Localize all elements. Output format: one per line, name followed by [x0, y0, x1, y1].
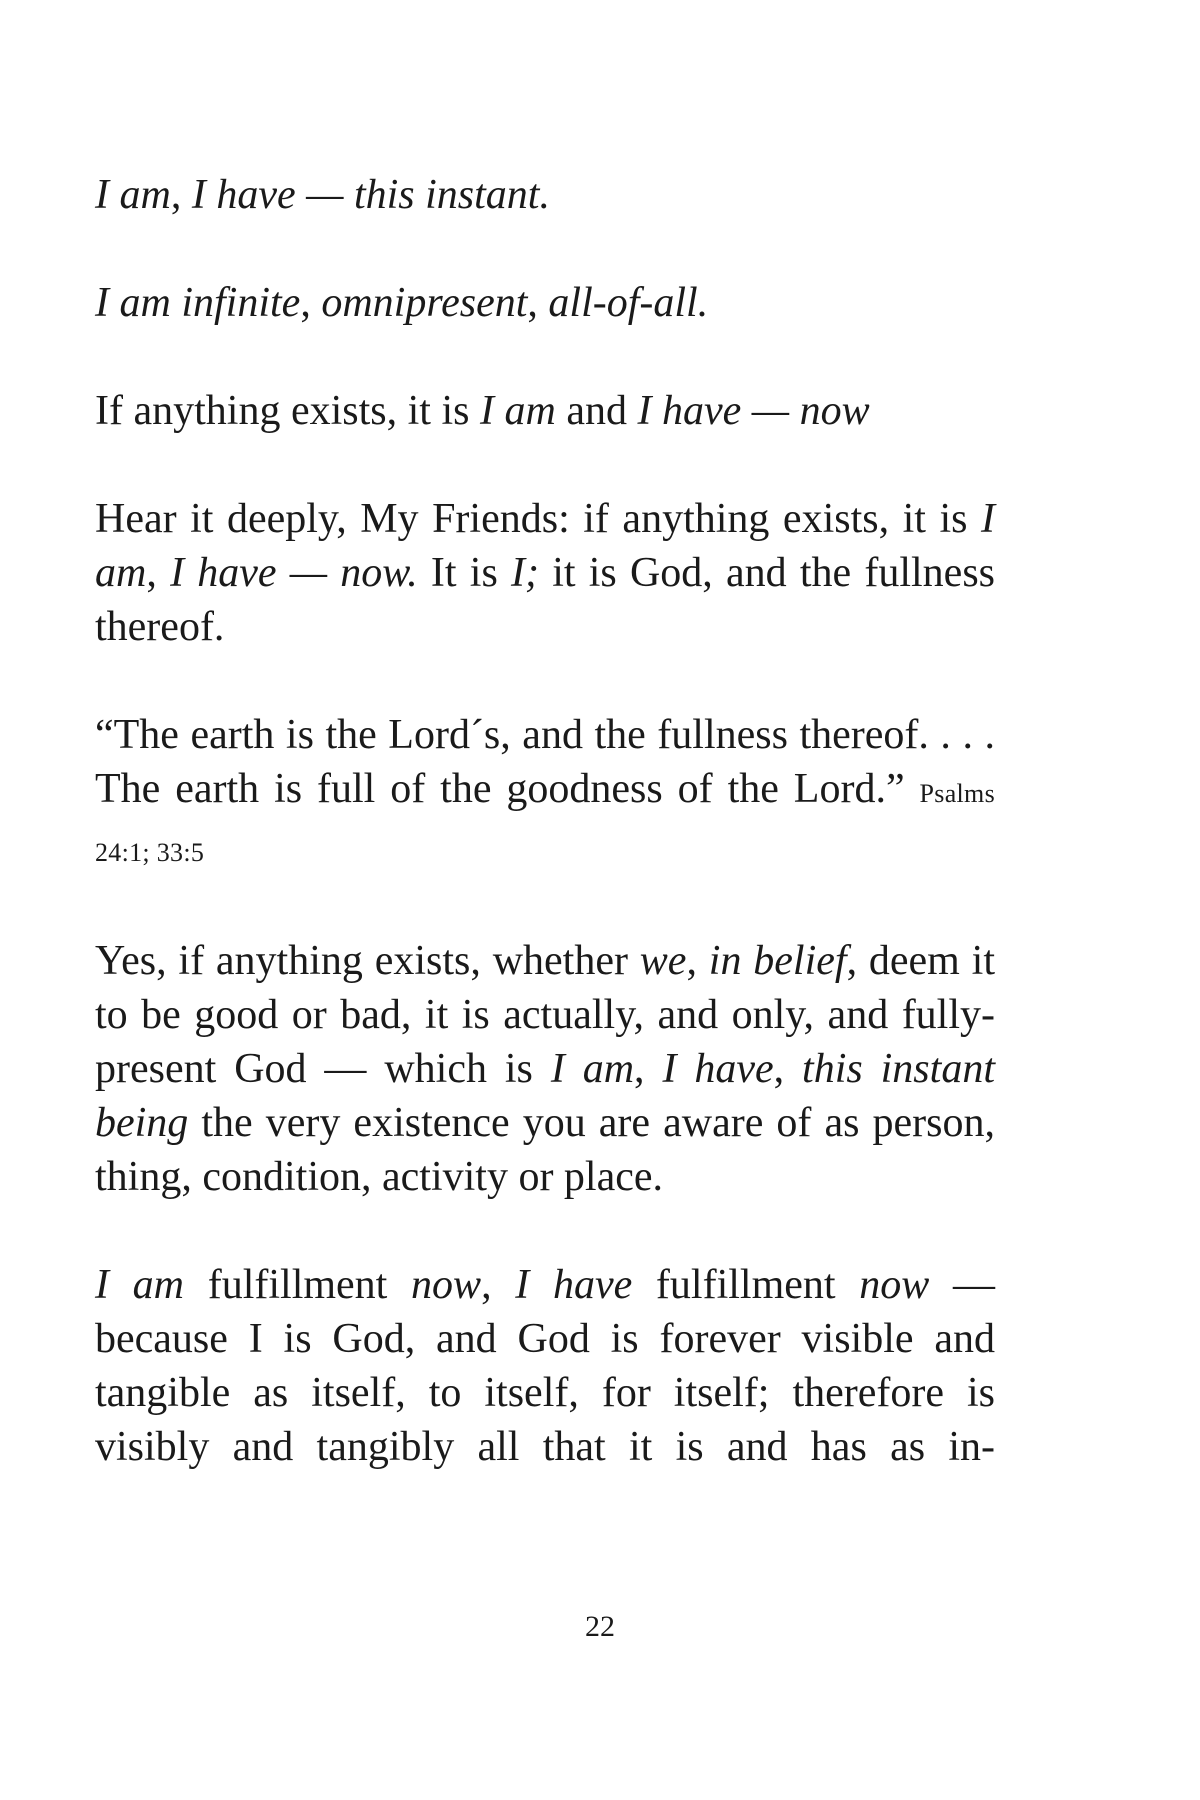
italic-text: I have — now. — [170, 550, 418, 596]
body-text: Yes, if anything exists, whether — [95, 938, 640, 984]
italic-text: now — [859, 1262, 930, 1308]
scripture-citation: Psalms 24:1; 33:5 — [95, 779, 995, 867]
paragraph — [95, 934, 995, 1204]
page-number: 22 — [585, 1610, 615, 1643]
italic-text: I am — [95, 1262, 185, 1308]
body-text: — because I is God, and God is forever visible and tangible as itself, to itself, for itself; therefore is visibly and tangibly all that it is and has as in- — [95, 1262, 995, 1470]
body-text: it is God, and the fullness thereof. — [95, 550, 996, 650]
page-body — [95, 168, 995, 1474]
body-text: , — [527, 280, 549, 326]
italic-text: I; — [511, 550, 539, 596]
body-text: , — [170, 172, 192, 218]
body-text: It is — [417, 550, 511, 596]
italic-text: I am infinite — [95, 280, 301, 326]
body-text: “The earth is the Lord´s, and the fullness thereof. . . . The earth is full of the goodness of the Lord.” — [95, 712, 995, 812]
body-text: , — [773, 1046, 803, 1092]
body-text: and — [555, 388, 638, 434]
italic-text: I am — [95, 172, 171, 218]
italic-text: we — [639, 938, 687, 984]
paragraph — [95, 1258, 995, 1474]
italic-text: this instant being — [95, 1046, 995, 1146]
paragraph — [95, 276, 995, 330]
italic-text: now — [411, 1262, 482, 1308]
body-text: , — [300, 280, 322, 326]
body-text: , — [146, 550, 171, 596]
italic-text: I am — [95, 496, 995, 596]
paragraph — [95, 168, 995, 222]
italic-text: I have — [662, 1046, 774, 1092]
italic-text: all-of-all. — [548, 280, 709, 326]
body-text: , — [686, 938, 709, 984]
paragraph — [95, 492, 995, 654]
italic-text: omnipresent — [321, 280, 528, 326]
italic-text: I have — [515, 1262, 633, 1308]
body-text: the very existence you are aware of as person, thing, condition, activity or place. — [95, 1100, 995, 1200]
body-text: If anything exists, it is — [95, 388, 480, 434]
paragraph — [95, 708, 995, 880]
paragraph — [95, 384, 995, 438]
body-text: , — [481, 1262, 516, 1308]
italic-text: I am — [479, 388, 556, 434]
body-text: fulfillment — [184, 1262, 412, 1308]
body-text: Hear it deeply, My Friends: if anything exists, it is — [95, 496, 981, 542]
body-text: fulfillment — [632, 1262, 860, 1308]
italic-text: I am — [550, 1046, 635, 1092]
italic-text: I have — this instant. — [191, 172, 550, 218]
italic-text: I have — now — [637, 388, 870, 434]
italic-text: in belief — [708, 938, 847, 984]
body-text: , — [634, 1046, 663, 1092]
body-text: , deem it to be good or bad, it is actually, and only, and fully-present God — which is — [95, 938, 995, 1092]
